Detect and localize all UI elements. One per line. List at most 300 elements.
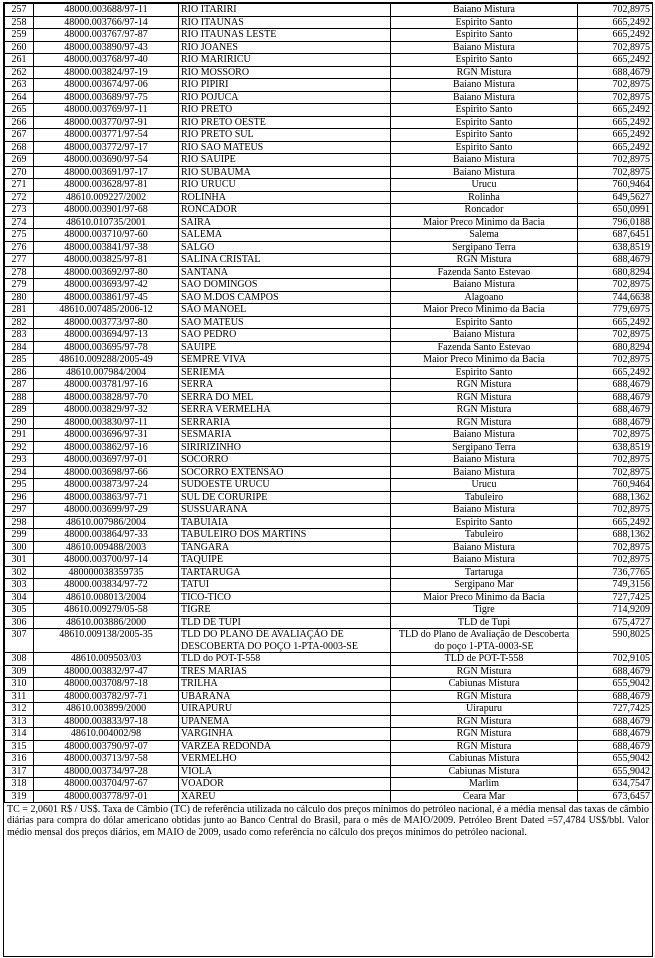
- table-row: [5, 765, 653, 778]
- process-code-cell: 48000.003901/97-68: [34, 204, 179, 217]
- reference-oil-cell: Espirito Santo: [391, 129, 578, 142]
- minimum-price-cell: 688,4679: [578, 254, 653, 267]
- reference-oil-cell: Fazenda Santo Estevao: [391, 341, 578, 354]
- row-number-cell: 274: [5, 216, 34, 229]
- field-name-cell: VERMELHO: [179, 753, 391, 766]
- field-name-cell: TRES MARIAS: [179, 665, 391, 678]
- process-code-cell: 48610.007986/2004: [34, 516, 179, 529]
- minimum-price-cell: 655,9042: [578, 753, 653, 766]
- table-row: [5, 16, 653, 29]
- process-code-cell: 48610.010735/2001: [34, 216, 179, 229]
- price-table-body: [5, 4, 653, 803]
- table-row: [5, 441, 653, 454]
- table-row: [5, 329, 653, 342]
- row-number-cell: 316: [5, 753, 34, 766]
- reference-oil-cell: Baiano Mistura: [391, 41, 578, 54]
- process-code-cell: 48000.003698/97-66: [34, 466, 179, 479]
- table-row: [5, 191, 653, 204]
- table-row: [5, 690, 653, 703]
- row-number-cell: 258: [5, 16, 34, 29]
- minimum-price-cell: 796,0188: [578, 216, 653, 229]
- minimum-price-cell: 655,9042: [578, 765, 653, 778]
- row-number-cell: 285: [5, 354, 34, 367]
- field-name-cell: RIO ITAUNAS: [179, 16, 391, 29]
- reference-oil-cell: Baiano Mistura: [391, 466, 578, 479]
- table-row: [5, 541, 653, 554]
- row-number-cell: 263: [5, 79, 34, 92]
- table-row: [5, 91, 653, 104]
- minimum-price-cell: 760,9464: [578, 479, 653, 492]
- reference-oil-cell: Ceara Mar: [391, 790, 578, 803]
- process-code-cell: 48000.003782/97-71: [34, 690, 179, 703]
- reference-oil-cell: Espirito Santo: [391, 516, 578, 529]
- row-number-cell: 295: [5, 479, 34, 492]
- table-row: [5, 141, 653, 154]
- minimum-price-cell: 688,4679: [578, 690, 653, 703]
- row-number-cell: 305: [5, 604, 34, 617]
- field-name-cell: RIO URUCU: [179, 179, 391, 192]
- field-name-cell: SAIRA: [179, 216, 391, 229]
- row-number-cell: 289: [5, 404, 34, 417]
- minimum-price-cell: 727,7425: [578, 591, 653, 604]
- minimum-price-cell: 702,8975: [578, 79, 653, 92]
- field-name-cell: TLD DE TUPI: [179, 616, 391, 629]
- field-name-cell: SOCORRO EXTENSAO: [179, 466, 391, 479]
- field-name-cell: RIO SUBAUMA: [179, 166, 391, 179]
- row-number-cell: 300: [5, 541, 34, 554]
- table-row: [5, 554, 653, 567]
- table-row: [5, 279, 653, 292]
- row-number-cell: 296: [5, 491, 34, 504]
- reference-oil-cell: Baiano Mistura: [391, 541, 578, 554]
- field-name-cell: ROLINHA: [179, 191, 391, 204]
- table-row: [5, 266, 653, 279]
- row-number-cell: 279: [5, 279, 34, 292]
- reference-oil-cell: TLD do Plano de Avaliação de Descoberta do poço 1-PTA-0003-SE: [391, 629, 578, 653]
- minimum-price-cell: 665,2492: [578, 316, 653, 329]
- reference-oil-cell: Maior Preco Minimo da Bacia: [391, 304, 578, 317]
- process-code-cell: 48000.003828/97-70: [34, 391, 179, 404]
- reference-oil-cell: Espirito Santo: [391, 316, 578, 329]
- table-row: [5, 166, 653, 179]
- row-number-cell: 273: [5, 204, 34, 217]
- minimum-price-cell: 702,8975: [578, 554, 653, 567]
- table-row: [5, 516, 653, 529]
- row-number-cell: 276: [5, 241, 34, 254]
- row-number-cell: 271: [5, 179, 34, 192]
- field-name-cell: TIGRE: [179, 604, 391, 617]
- row-number-cell: 315: [5, 740, 34, 753]
- reference-oil-cell: Tigre: [391, 604, 578, 617]
- table-row: [5, 665, 653, 678]
- process-code-cell: 48000.003628/97-81: [34, 179, 179, 192]
- field-name-cell: SUL DE CORURIPE: [179, 491, 391, 504]
- table-row: [5, 254, 653, 267]
- minimum-price-cell: 638,8519: [578, 241, 653, 254]
- field-name-cell: TANGARA: [179, 541, 391, 554]
- table-row: [5, 41, 653, 54]
- process-code-cell: 48000.003770/97-91: [34, 116, 179, 129]
- table-row: [5, 728, 653, 741]
- reference-oil-cell: Sergipano Terra: [391, 441, 578, 454]
- process-code-cell: 48610.003886/2000: [34, 616, 179, 629]
- row-number-cell: 303: [5, 579, 34, 592]
- field-name-cell: RIO ITARIRI: [179, 4, 391, 17]
- reference-oil-cell: Uirapuru: [391, 703, 578, 716]
- field-name-cell: TRILHA: [179, 678, 391, 691]
- table-row: [5, 379, 653, 392]
- table-row: [5, 341, 653, 354]
- reference-oil-cell: RGN Mistura: [391, 665, 578, 678]
- process-code-cell: 48000.003766/97-14: [34, 16, 179, 29]
- table-row: [5, 304, 653, 317]
- minimum-price-cell: 714,9209: [578, 604, 653, 617]
- field-name-cell: RIO JOANES: [179, 41, 391, 54]
- process-code-cell: 48000.003864/97-33: [34, 529, 179, 542]
- field-name-cell: RIO MOSSORO: [179, 66, 391, 79]
- row-number-cell: 319: [5, 790, 34, 803]
- table-row: [5, 566, 653, 579]
- table-row: [5, 204, 653, 217]
- process-code-cell: 480000038359735: [34, 566, 179, 579]
- process-code-cell: 48000.003713/97-58: [34, 753, 179, 766]
- table-row: [5, 29, 653, 42]
- reference-oil-cell: Rolinha: [391, 191, 578, 204]
- row-number-cell: 268: [5, 141, 34, 154]
- field-name-cell: TATUI: [179, 579, 391, 592]
- reference-oil-cell: Baiano Mistura: [391, 279, 578, 292]
- reference-oil-cell: Roncador: [391, 204, 578, 217]
- table-row: [5, 316, 653, 329]
- row-number-cell: 292: [5, 441, 34, 454]
- minimum-price-cell: 779,6975: [578, 304, 653, 317]
- process-code-cell: 48000.003691/97-17: [34, 166, 179, 179]
- field-name-cell: SEMPRE VIVA: [179, 354, 391, 367]
- field-name-cell: RIO PRETO OESTE: [179, 116, 391, 129]
- minimum-price-cell: 702,8975: [578, 166, 653, 179]
- table-row: [5, 429, 653, 442]
- reference-oil-cell: Baiano Mistura: [391, 504, 578, 517]
- table-row: [5, 241, 653, 254]
- row-number-cell: 317: [5, 765, 34, 778]
- row-number-cell: 309: [5, 665, 34, 678]
- row-number-cell: 272: [5, 191, 34, 204]
- row-number-cell: 275: [5, 229, 34, 242]
- field-name-cell: SÃO MANOEL: [179, 304, 391, 317]
- field-name-cell: UIRAPURU: [179, 703, 391, 716]
- process-code-cell: 48000.003710/97-60: [34, 229, 179, 242]
- field-name-cell: RIO SAO MATEUS: [179, 141, 391, 154]
- minimum-price-cell: 702,8975: [578, 354, 653, 367]
- process-code-cell: 48000.003694/97-13: [34, 329, 179, 342]
- minimum-price-cell: 688,4679: [578, 665, 653, 678]
- reference-oil-cell: Alagoano: [391, 291, 578, 304]
- field-name-cell: SERRARIA: [179, 416, 391, 429]
- process-code-cell: 48000.003833/97-18: [34, 715, 179, 728]
- table-row: [5, 504, 653, 517]
- field-name-cell: SERRA: [179, 379, 391, 392]
- minimum-price-cell: 680,8294: [578, 266, 653, 279]
- reference-oil-cell: Urucu: [391, 179, 578, 192]
- process-code-cell: 48610.007984/2004: [34, 366, 179, 379]
- reference-oil-cell: RGN Mistura: [391, 690, 578, 703]
- row-number-cell: 288: [5, 391, 34, 404]
- reference-oil-cell: Baiano Mistura: [391, 554, 578, 567]
- table-row: [5, 579, 653, 592]
- table-row: [5, 491, 653, 504]
- table-row: [5, 179, 653, 192]
- row-number-cell: 265: [5, 104, 34, 117]
- row-number-cell: 311: [5, 690, 34, 703]
- process-code-cell: 48000.003834/97-72: [34, 579, 179, 592]
- row-number-cell: 286: [5, 366, 34, 379]
- row-number-cell: 281: [5, 304, 34, 317]
- minimum-price-cell: 665,2492: [578, 516, 653, 529]
- reference-oil-cell: RGN Mistura: [391, 715, 578, 728]
- reference-oil-cell: Marlim: [391, 778, 578, 791]
- field-name-cell: VOADOR: [179, 778, 391, 791]
- reference-oil-cell: Tabuleiro: [391, 529, 578, 542]
- reference-oil-cell: RGN Mistura: [391, 391, 578, 404]
- process-code-cell: 48000.003704/97-67: [34, 778, 179, 791]
- process-code-cell: 48000.003832/97-47: [34, 665, 179, 678]
- process-code-cell: 48000.003769/97-11: [34, 104, 179, 117]
- field-name-cell: TLD do POT-T-558: [179, 653, 391, 666]
- process-code-cell: 48000.003863/97-71: [34, 491, 179, 504]
- row-number-cell: 318: [5, 778, 34, 791]
- row-number-cell: 262: [5, 66, 34, 79]
- reference-oil-cell: Sergipano Mar: [391, 579, 578, 592]
- row-number-cell: 290: [5, 416, 34, 429]
- table-row: [5, 404, 653, 417]
- row-number-cell: 312: [5, 703, 34, 716]
- minimum-price-cell: 688,4679: [578, 379, 653, 392]
- minimum-price-cell: 702,8975: [578, 91, 653, 104]
- footnote: TC = 2,0601 R$ / US$. Taxa de Câmbio (TC) de referência utilizada no cálculo dos preços mínimos do petróleo nacional, é a média mensal das taxas de câmbio diárias para compra do dólar americano obtidas junto ao Banco Central do Brasil, para o mês de MAIO/2009. Petróleo Brent Dated =57,4784 US$/bbl. Valor médio mensal dos preços diários, em MAIO de 2009, usado como referência no cálculo dos preços mínimos do petróleo nacional.: [7, 804, 649, 838]
- reference-oil-cell: Espirito Santo: [391, 116, 578, 129]
- table-row: [5, 416, 653, 429]
- field-name-cell: RIO PIPIRI: [179, 79, 391, 92]
- process-code-cell: 48000.003771/97-54: [34, 129, 179, 142]
- table-row: [5, 629, 653, 653]
- reference-oil-cell: Baiano Mistura: [391, 79, 578, 92]
- reference-oil-cell: Cabiunas Mistura: [391, 753, 578, 766]
- field-name-cell: SESMARIA: [179, 429, 391, 442]
- price-table: [4, 3, 653, 803]
- field-name-cell: UBARANA: [179, 690, 391, 703]
- field-name-cell: SANTANA: [179, 266, 391, 279]
- minimum-price-cell: 688,4679: [578, 728, 653, 741]
- process-code-cell: 48000.003890/97-43: [34, 41, 179, 54]
- table-row: [5, 454, 653, 467]
- row-number-cell: 284: [5, 341, 34, 354]
- process-code-cell: 48000.003824/97-19: [34, 66, 179, 79]
- table-row: [5, 790, 653, 803]
- row-number-cell: 306: [5, 616, 34, 629]
- minimum-price-cell: 665,2492: [578, 29, 653, 42]
- table-row: [5, 116, 653, 129]
- minimum-price-cell: 673,6457: [578, 790, 653, 803]
- row-number-cell: 297: [5, 504, 34, 517]
- minimum-price-cell: 688,4679: [578, 715, 653, 728]
- minimum-price-cell: 634,7547: [578, 778, 653, 791]
- field-name-cell: TABULEIRO DOS MARTINS: [179, 529, 391, 542]
- reference-oil-cell: RGN Mistura: [391, 740, 578, 753]
- process-code-cell: 48610.003899/2000: [34, 703, 179, 716]
- reference-oil-cell: TLD de Tupi: [391, 616, 578, 629]
- field-name-cell: SAO M.DOS CAMPOS: [179, 291, 391, 304]
- row-number-cell: 310: [5, 678, 34, 691]
- field-name-cell: TARTARUGA: [179, 566, 391, 579]
- row-number-cell: 314: [5, 728, 34, 741]
- process-code-cell: 48000.003693/97-42: [34, 279, 179, 292]
- reference-oil-cell: RGN Mistura: [391, 379, 578, 392]
- reference-oil-cell: RGN Mistura: [391, 404, 578, 417]
- table-row: [5, 391, 653, 404]
- process-code-cell: 48610.009488/2003: [34, 541, 179, 554]
- minimum-price-cell: 688,4679: [578, 416, 653, 429]
- minimum-price-cell: 688,4679: [578, 740, 653, 753]
- reference-oil-cell: Espirito Santo: [391, 104, 578, 117]
- table-row: [5, 154, 653, 167]
- field-name-cell: SERIEMA: [179, 366, 391, 379]
- table-row: [5, 129, 653, 142]
- row-number-cell: 307: [5, 629, 34, 653]
- minimum-price-cell: 688,1362: [578, 491, 653, 504]
- row-number-cell: 283: [5, 329, 34, 342]
- minimum-price-cell: 655,9042: [578, 678, 653, 691]
- process-code-cell: 48000.003861/97-45: [34, 291, 179, 304]
- field-name-cell: SALEMA: [179, 229, 391, 242]
- table-row: [5, 740, 653, 753]
- minimum-price-cell: 665,2492: [578, 141, 653, 154]
- table-row: [5, 291, 653, 304]
- reference-oil-cell: Urucu: [391, 479, 578, 492]
- table-row: [5, 4, 653, 17]
- reference-oil-cell: Sergipano Terra: [391, 241, 578, 254]
- reference-oil-cell: RGN Mistura: [391, 728, 578, 741]
- row-number-cell: 294: [5, 466, 34, 479]
- row-number-cell: 308: [5, 653, 34, 666]
- minimum-price-cell: 702,8975: [578, 541, 653, 554]
- field-name-cell: TAQUIPE: [179, 554, 391, 567]
- field-name-cell: SALINA CRISTAL: [179, 254, 391, 267]
- reference-oil-cell: Fazenda Santo Estevao: [391, 266, 578, 279]
- row-number-cell: 267: [5, 129, 34, 142]
- minimum-price-cell: 688,4679: [578, 404, 653, 417]
- row-number-cell: 277: [5, 254, 34, 267]
- process-code-cell: 48000.003700/97-14: [34, 554, 179, 567]
- reference-oil-cell: RGN Mistura: [391, 66, 578, 79]
- minimum-price-cell: 688,4679: [578, 391, 653, 404]
- document-page: [3, 2, 653, 957]
- reference-oil-cell: Baiano Mistura: [391, 454, 578, 467]
- table-row: [5, 354, 653, 367]
- reference-oil-cell: Baiano Mistura: [391, 329, 578, 342]
- minimum-price-cell: 665,2492: [578, 129, 653, 142]
- field-name-cell: TICO-TICO: [179, 591, 391, 604]
- table-row: [5, 466, 653, 479]
- field-name-cell: SUSSUARANA: [179, 504, 391, 517]
- reference-oil-cell: Espirito Santo: [391, 29, 578, 42]
- table-row: [5, 591, 653, 604]
- reference-oil-cell: Baiano Mistura: [391, 154, 578, 167]
- field-name-cell: SERRA VERMELHA: [179, 404, 391, 417]
- minimum-price-cell: 665,2492: [578, 116, 653, 129]
- reference-oil-cell: Tabuleiro: [391, 491, 578, 504]
- row-number-cell: 293: [5, 454, 34, 467]
- process-code-cell: 48000.003734/97-28: [34, 765, 179, 778]
- row-number-cell: 257: [5, 4, 34, 17]
- minimum-price-cell: 649,5627: [578, 191, 653, 204]
- process-code-cell: 48000.003689/97-75: [34, 91, 179, 104]
- row-number-cell: 278: [5, 266, 34, 279]
- process-code-cell: 48610.007485/2006-12: [34, 304, 179, 317]
- table-row: [5, 229, 653, 242]
- reference-oil-cell: RGN Mistura: [391, 254, 578, 267]
- reference-oil-cell: Maior Preco Minimo da Bacia: [391, 216, 578, 229]
- minimum-price-cell: 702,8975: [578, 279, 653, 292]
- field-name-cell: RIO PRETO SUL: [179, 129, 391, 142]
- field-name-cell: SAO DOMINGOS: [179, 279, 391, 292]
- minimum-price-cell: 665,2492: [578, 104, 653, 117]
- process-code-cell: 48000.003773/97-80: [34, 316, 179, 329]
- minimum-price-cell: 702,8975: [578, 429, 653, 442]
- process-code-cell: 48000.003781/97-16: [34, 379, 179, 392]
- process-code-cell: 48000.003708/97-18: [34, 678, 179, 691]
- row-number-cell: 259: [5, 29, 34, 42]
- minimum-price-cell: 688,1362: [578, 529, 653, 542]
- process-code-cell: 48000.003778/97-01: [34, 790, 179, 803]
- process-code-cell: 48000.003841/97-38: [34, 241, 179, 254]
- process-code-cell: 48000.003825/97-81: [34, 254, 179, 267]
- table-row: [5, 479, 653, 492]
- reference-oil-cell: Espirito Santo: [391, 54, 578, 67]
- process-code-cell: 48000.003696/97-31: [34, 429, 179, 442]
- field-name-cell: VARZEA REDONDA: [179, 740, 391, 753]
- table-row: [5, 104, 653, 117]
- table-row: [5, 703, 653, 716]
- field-name-cell: SOCORRO: [179, 454, 391, 467]
- process-code-cell: 48000.003767/97-87: [34, 29, 179, 42]
- row-number-cell: 298: [5, 516, 34, 529]
- process-code-cell: 48000.003830/97-11: [34, 416, 179, 429]
- reference-oil-cell: RGN Mistura: [391, 416, 578, 429]
- row-number-cell: 261: [5, 54, 34, 67]
- minimum-price-cell: 749,3156: [578, 579, 653, 592]
- field-name-cell: XAREU: [179, 790, 391, 803]
- minimum-price-cell: 650,0991: [578, 204, 653, 217]
- table-row: [5, 604, 653, 617]
- field-name-cell: SAO PEDRO: [179, 329, 391, 342]
- minimum-price-cell: 727,7425: [578, 703, 653, 716]
- process-code-cell: 48000.003790/97-07: [34, 740, 179, 753]
- field-name-cell: RONCADOR: [179, 204, 391, 217]
- reference-oil-cell: TLD de POT-T-558: [391, 653, 578, 666]
- minimum-price-cell: 702,8975: [578, 504, 653, 517]
- reference-oil-cell: Salema: [391, 229, 578, 242]
- reference-oil-cell: Baiano Mistura: [391, 91, 578, 104]
- field-name-cell: UPANEMA: [179, 715, 391, 728]
- minimum-price-cell: 688,4679: [578, 66, 653, 79]
- minimum-price-cell: 665,2492: [578, 54, 653, 67]
- field-name-cell: RIO MARIRICU: [179, 54, 391, 67]
- process-code-cell: 48000.003674/97-06: [34, 79, 179, 92]
- process-code-cell: 48000.003699/97-29: [34, 504, 179, 517]
- process-code-cell: 48000.003768/97-40: [34, 54, 179, 67]
- table-row: [5, 54, 653, 67]
- field-name-cell: RIO PRETO: [179, 104, 391, 117]
